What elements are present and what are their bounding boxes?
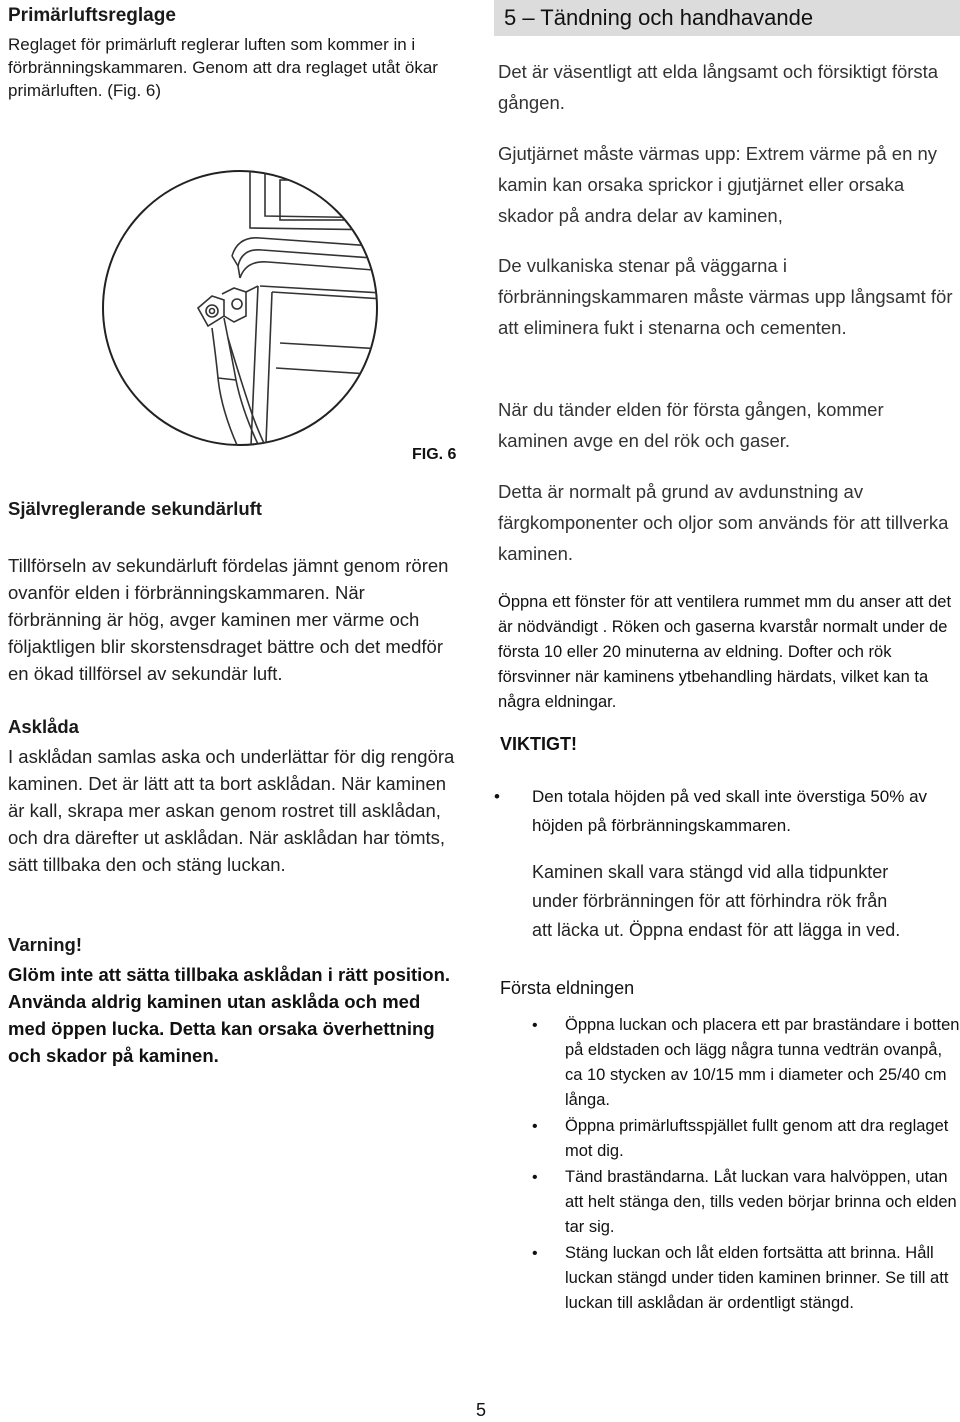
important-bullet-wood-height: • Den totala höjden på ved skall inte överstiga 50% av höjden på förbränningskammaren.	[532, 782, 932, 840]
first-firing-title: Första eldningen	[500, 978, 635, 998]
ashbox-body: I asklådan samlas aska och underlättar för dig rengöra kaminen. Det är lätt att ta bort asklådan. När kaminen är kall, skrapa mer askan genom rostret till asklådan, och dra därefter ut asklådan. När asklådan har tömts, sätt tillbaka den och stäng luckan.	[8, 746, 455, 875]
figure-label: FIG. 6	[412, 446, 457, 463]
fig-6-illustration	[100, 168, 380, 448]
paragraph-volcanic-stones: De vulkaniska stenar på väggarna i förbränningskammaren måste värmas upp långsamt för att eliminera fukt i stenarna och cementen.	[498, 255, 953, 338]
warning-title: Varning!	[8, 934, 83, 955]
first-firing-step: • Öppna luckan och placera ett par braständare i botten på eldstaden och lägg några tunna vedträn ovanpå, ca 10 stycken av 10/15 mm i diameter och 25/40 cm långa.	[565, 1013, 960, 1113]
first-firing-step: • Öppna primärluftsspjället fullt genom att dra reglaget mot dig.	[565, 1114, 960, 1164]
ashbox-title: Asklåda	[8, 716, 79, 737]
paragraph-first-smoke: När du tänder elden för första gången, kommer kaminen avge en del rök och gaser.	[498, 399, 884, 451]
primary-air-body: Reglaget för primärluft reglerar luften som kommer in i förbränningskammaren. Genom att dra reglaget utåt ökar primärluften. (Fig. 6)	[8, 35, 438, 100]
warning-body: Glöm inte att sätta tillbaka asklådan i rätt position. Använda aldrig kaminen utan asklåda och med med öppen lucka. Detta kan orsaka överhettning och skador på kaminen.	[8, 964, 451, 1066]
important-bullet-door-closed: • Kaminen skall vara stängd vid alla tidpunkter under förbränningen för att förhindra rök från att läcka ut. Öppna endast för att lägga in ved.	[532, 858, 902, 962]
section-title: 5 – Tändning och handhavande	[504, 5, 814, 30]
page-number: 5	[476, 1400, 487, 1420]
important-title: VIKTIGT!	[500, 734, 577, 754]
paragraph-intro: Det är väsentligt att elda långsamt och försiktigt första gången.	[498, 61, 939, 113]
first-firing-step: • Stäng luckan och låt elden fortsätta att brinna. Håll luckan stängd under tiden kaminen brinner. Se till att luckan till asklådan är ordentligt stängd.	[565, 1241, 960, 1316]
first-firing-step: • Tänd braständarna. Låt luckan vara halvöppen, utan att helt stänga den, tills veden börjar brinna och elden tar sig.	[565, 1165, 960, 1240]
section-header	[494, 0, 960, 36]
secondary-air-title: Självreglerande sekundärluft	[8, 498, 262, 519]
paragraph-evaporation: Detta är normalt på grund av avdunstning av färgkomponenter och oljor som används för att tillverka kaminen.	[498, 481, 949, 564]
secondary-air-body: Tillförseln av sekundärluft fördelas jämnt genom rören ovanför elden i förbränningskammaren. När förbränning är hög, avger kaminen mer värme och följaktligen blir skorstensdraget bättre och det medför en ökad tillförsel av sekundär luft.	[8, 555, 449, 684]
paragraph-cast-iron: Gjutjärnet måste värmas upp: Extrem värme på en ny kamin kan orsaka sprickor i gjutjärnet eller orsaka skador på andra delar av kaminen,	[498, 143, 938, 226]
paragraph-ventilate: Öppna ett fönster för att ventilera rummet mm du anser att det är nödvändigt . Röken och gaserna kvarstår normalt under de första 10 eller 20 minuterna av eldning. Dofter och rök försvinner när kaminens ytbehandling härdats, vilket kan ta några eldningar.	[498, 593, 952, 711]
primary-air-title: Primärluftsreglage	[8, 5, 176, 26]
